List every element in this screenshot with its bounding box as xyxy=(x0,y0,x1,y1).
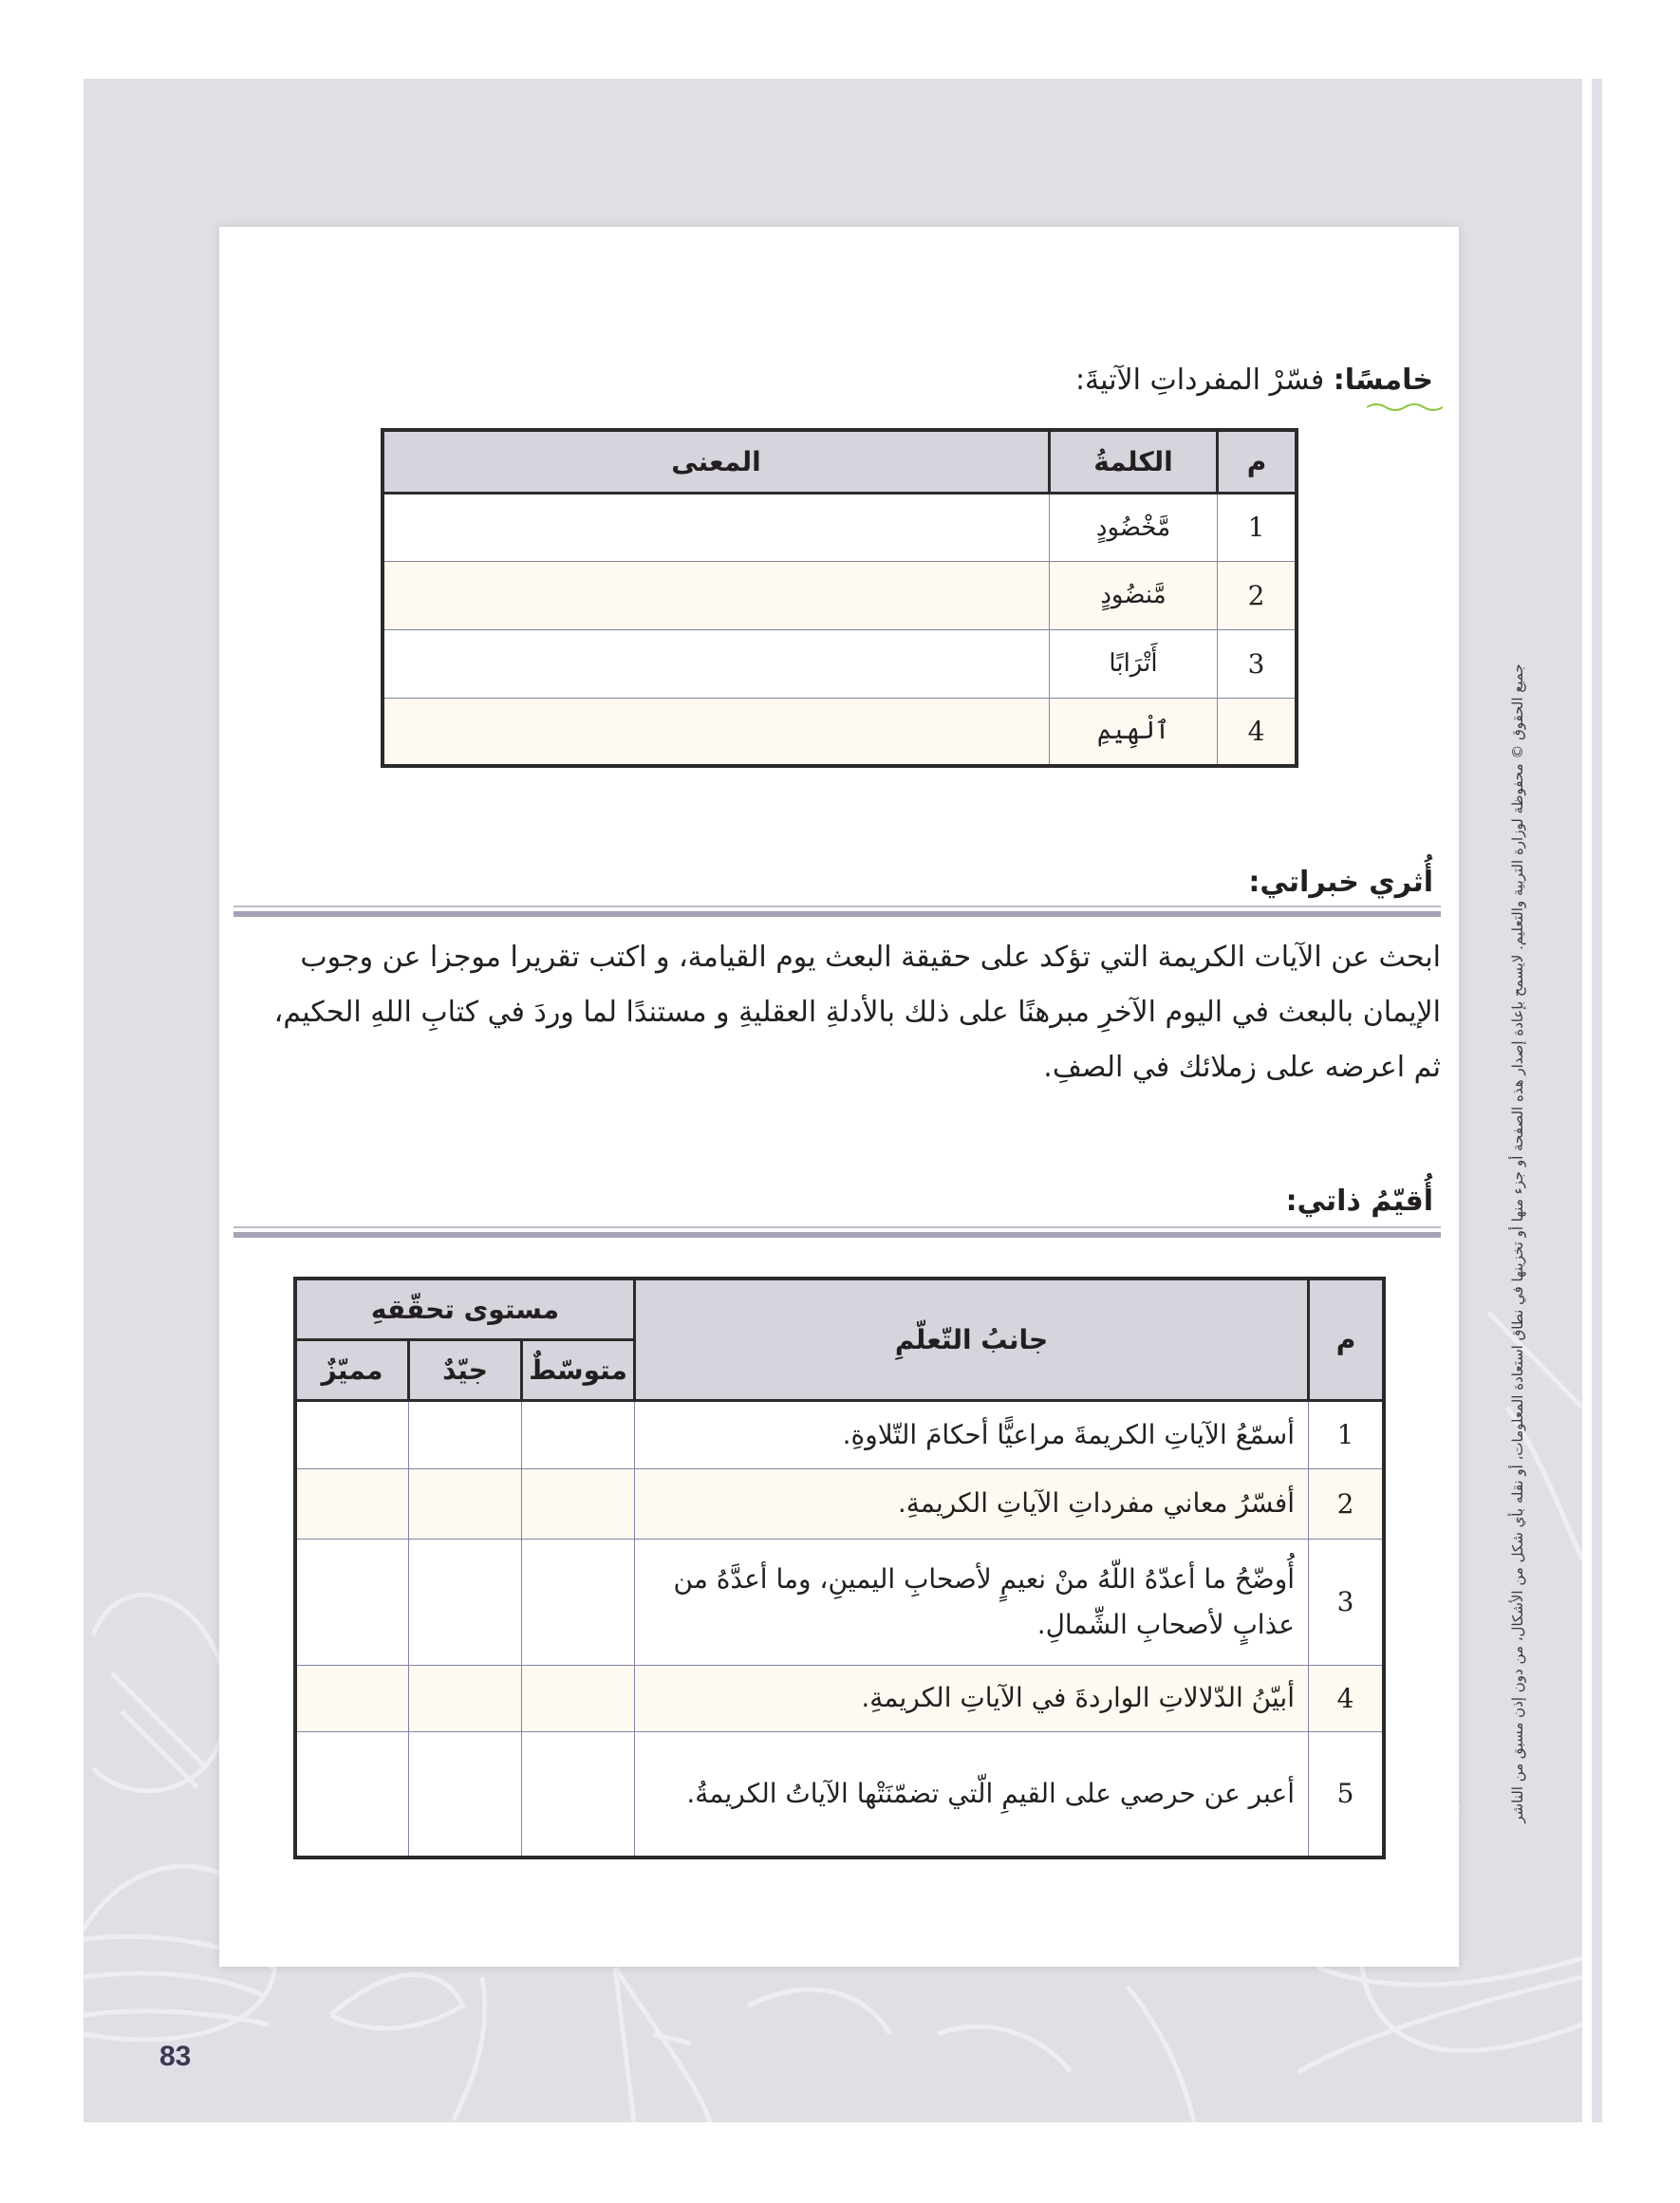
copyright-notice: جميع الحقوق © محفوظة لوزارة التربية والتعليم. لايسمح بإعادة إصدار هذه الصفحة أو جزء منها أو تخزينها في نطاق استعادة المعلومات، أو نقله بأي شكل من الأشكال، من دون إذن مسبق من الناشر xyxy=(1509,663,1526,1823)
col-header-level-group: مستوى تحقّقهِ xyxy=(295,1279,635,1339)
row-number: 2 xyxy=(1218,561,1297,629)
level-average-checkbox[interactable] xyxy=(522,1468,635,1539)
vocab-row xyxy=(383,698,1297,766)
enrich-paragraph xyxy=(233,930,1441,1095)
col-header-word: الكلمةُ xyxy=(1050,430,1218,493)
meaning-input-cell[interactable] xyxy=(383,493,1050,561)
vocab-heading-label: خامسًا: xyxy=(1333,364,1433,397)
col-header-aspect: جانبُ التّعلّمِ xyxy=(635,1279,1309,1400)
level-average-checkbox[interactable] xyxy=(522,1400,635,1468)
learning-aspect-text: أبيّنُ الدّلالاتِ الواردةَ في الآياتِ الكريمةِ. xyxy=(635,1665,1309,1731)
row-number: 1 xyxy=(1218,493,1297,561)
row-number: 4 xyxy=(1218,698,1297,766)
col-header-num: م xyxy=(1218,430,1297,493)
assessment-row xyxy=(295,1468,1384,1539)
vocab-table xyxy=(381,428,1298,768)
vocab-word: مَّنضُودٍ xyxy=(1050,561,1218,629)
paragraph-line: الإيمان بالبعث في اليوم الآخرِ مبرهنًا على ذلك بالأدلةِ العقليةِ و مستندًا لما وردَ في كتابِ اللهِ الحكيم، xyxy=(273,996,1441,1029)
assess-heading: أُقيّمُ ذاتي: xyxy=(1285,1185,1433,1218)
page-edge-strip xyxy=(1592,79,1602,2122)
level-average-checkbox[interactable] xyxy=(522,1665,635,1731)
level-good-checkbox[interactable] xyxy=(409,1665,522,1731)
row-number: 5 xyxy=(1309,1731,1385,1858)
vocab-heading xyxy=(1025,364,1433,397)
assessment-row xyxy=(295,1539,1384,1665)
assessment-row xyxy=(295,1665,1384,1731)
paragraph-line: ابحث عن الآيات الكريمة التي تؤكد على حقيقة البعث يوم القيامة، و اكتب تقريرا موجزا عن وجوب xyxy=(300,941,1441,974)
meaning-input-cell[interactable] xyxy=(383,561,1050,629)
assessment-row xyxy=(295,1400,1384,1468)
vocab-word: أَتْرَابًا xyxy=(1050,629,1218,698)
row-number: 4 xyxy=(1309,1665,1385,1731)
level-excellent-checkbox[interactable] xyxy=(295,1731,409,1858)
col-header-level-excellent: مميّزٌ xyxy=(295,1339,409,1400)
learning-aspect-text: أعبر عن حرصي على القيمِ الّتي تضمّنَتْها الآياتُ الكريمةُ. xyxy=(635,1731,1309,1858)
level-good-checkbox[interactable] xyxy=(409,1731,522,1858)
vocab-word: مَّخْضُودٍ xyxy=(1050,493,1218,561)
col-header-num: م xyxy=(1309,1279,1385,1400)
section-divider-thick xyxy=(233,1232,1441,1238)
assessment-row xyxy=(295,1731,1384,1858)
level-excellent-checkbox[interactable] xyxy=(295,1665,409,1731)
vocab-row xyxy=(383,493,1297,561)
level-excellent-checkbox[interactable] xyxy=(295,1468,409,1539)
level-good-checkbox[interactable] xyxy=(409,1400,522,1468)
level-excellent-checkbox[interactable] xyxy=(295,1539,409,1665)
col-header-level-average: متوسّطٌ xyxy=(522,1339,635,1400)
section-divider-thin xyxy=(233,1226,1441,1228)
level-excellent-checkbox[interactable] xyxy=(295,1400,409,1468)
level-good-checkbox[interactable] xyxy=(409,1539,522,1665)
level-average-checkbox[interactable] xyxy=(522,1731,635,1858)
meaning-input-cell[interactable] xyxy=(383,698,1050,766)
paragraph-line: ثم اعرضه على زملائك في الصفِ. xyxy=(1043,1051,1441,1084)
learning-aspect-text: أسمّعُ الآياتِ الكريمةَ مراعيًّا أحكامَ التّلاوةِ. xyxy=(635,1400,1309,1468)
level-average-checkbox[interactable] xyxy=(522,1539,635,1665)
vocab-row xyxy=(383,629,1297,698)
row-number: 3 xyxy=(1218,629,1297,698)
self-assessment-table xyxy=(293,1277,1386,1859)
vocab-heading-instruction: فسّرْ المفرداتِ الآتيةَ: xyxy=(1074,364,1334,397)
wavy-underline-icon xyxy=(1367,401,1443,413)
enrich-heading: أُثري خبراتي: xyxy=(1248,866,1433,899)
row-number: 1 xyxy=(1309,1400,1385,1468)
vocab-row xyxy=(383,561,1297,629)
section-divider-thin xyxy=(233,905,1441,907)
col-header-meaning: المعنى xyxy=(383,430,1050,493)
level-good-checkbox[interactable] xyxy=(409,1468,522,1539)
meaning-input-cell[interactable] xyxy=(383,629,1050,698)
learning-aspect-text: أُوضّحُ ما أعدّهُ اللّهُ منْ نعيمٍ لأصحابِ اليمينِ، وما أعدَّهُ من عذابٍ لأصحابِ الشِّمالِ. xyxy=(635,1539,1309,1665)
page-number: 83 xyxy=(159,2041,192,2072)
col-header-level-good: جيّدٌ xyxy=(409,1339,522,1400)
section-divider-thick xyxy=(233,911,1441,917)
vocab-word: ٱلْهِيمِ xyxy=(1050,698,1218,766)
row-number: 2 xyxy=(1309,1468,1385,1539)
learning-aspect-text: أفسّرُ معاني مفرداتِ الآياتِ الكريمةِ. xyxy=(635,1468,1309,1539)
row-number: 3 xyxy=(1309,1539,1385,1665)
